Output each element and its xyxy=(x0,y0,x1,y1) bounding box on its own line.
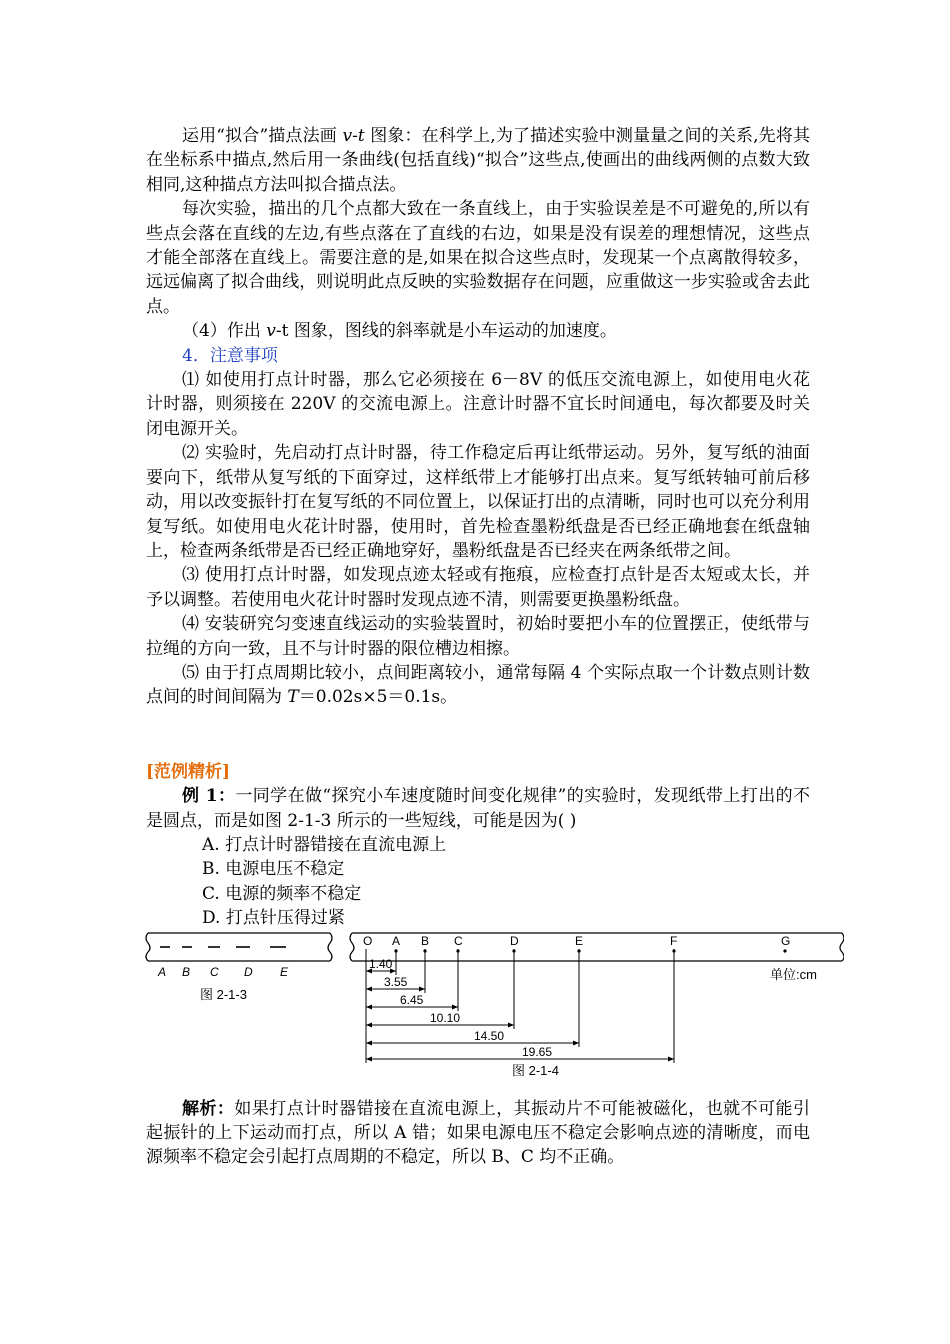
point-label-f: F xyxy=(670,933,678,948)
analysis-paragraph: 解析：如果打点计时器错接在直流电源上，其振动片不可能被磁化，也就不可能引起振针的上下运动而打点，所以 A 错；如果电源电压不稳定会影响点迹的清晰度，而电源频率不稳定会引起打点周期的不稳定，所以 B、C 均不正确。 xyxy=(146,1098,811,1168)
option-a: A. 打点计时器错接在直流电源上 xyxy=(202,834,447,855)
section-heading-notes: 4．注意事项 xyxy=(182,345,278,366)
unit-label: 单位:cm xyxy=(770,966,817,982)
distance-od: 10.10 xyxy=(430,1010,461,1025)
point-label-e: E xyxy=(575,933,584,948)
point-label-d: D xyxy=(510,933,519,948)
paragraph-error-explanation: 每次实验，描出的几个点都大致在一条直线上，由于实验误差是不可避免的,所以有些点会落在直线的左边,有些点落在了直线的右边，如果是没有误差的理想情况，这些点才能全部落在直线上。需要注意的是,如果在拟合这些点时，发现某一个点离散得较多，远远偏离了拟合曲线，则说明此点反映的实验数据存在问题，应重做这一步实验或舍去此点。 xyxy=(146,199,810,317)
tape-label-e: E xyxy=(280,964,289,979)
option-c: C. 电源的频率不稳定 xyxy=(202,883,362,904)
note-4: ⑷ 安装研究匀变速直线运动的实验装置时，初始时要把小车的位置摆正，使纸带与拉绳的方向一致，且不与计时器的限位槽边相擦。 xyxy=(146,614,810,659)
tape-label-a: A xyxy=(158,964,167,979)
point-label-c: C xyxy=(454,933,463,948)
example-heading: [范例精析] xyxy=(146,761,231,782)
option-d: D. 打点针压得过紧 xyxy=(202,908,345,929)
spacer xyxy=(146,710,810,760)
distance-ob: 3.55 xyxy=(384,974,408,989)
note-2: ⑵ 实验时，先启动打点计时器，待工作稳定后再让纸带运动。另外，复写纸的油面要向下，纸带从复写纸的下面穿过，这样纸带上才能够打出点来。复写纸转轴可前后移动，用以改变振针打在复写纸的不同位置上，以保证打出的点清晰，同时也可以充分利用复写纸。如使用电火花计时器，使用时，首先检查墨粉纸盘是否已经正确地套在纸盘轴上，检查两条纸带是否已经正确地穿好，墨粉纸盘是否已经夹在两条纸带之间。 xyxy=(146,443,810,561)
point-label-g: G xyxy=(781,933,791,948)
tape-2-1-4 xyxy=(350,933,844,1078)
figure-caption-2-1-3: 图 2-1-3 xyxy=(200,986,247,1002)
paragraph-step-4: （4）作出 v-t 图象，图线的斜率就是小车运动的加速度。 xyxy=(182,321,617,342)
figure-caption-2-1-4: 图 2-1-4 xyxy=(512,1062,559,1078)
figures-svg xyxy=(140,931,844,1079)
note-1: ⑴ 如使用打点计时器，那么它必须接在 6－8V 的低压交流电源上，如使用电火花计时器，则须接在 220V 的交流电源上。注意计时器不宜长时间通电，每次都要及时关闭电源开关。 xyxy=(146,370,810,439)
note-5: ⑸ 由于打点周期比较小，点间距离较小，通常每隔 4 个实际点取一个计数点则计数点间的时间间隔为 T＝0.02s×5＝0.1s。 xyxy=(146,662,810,708)
point-g-dot xyxy=(783,949,786,952)
tape-label-c: C xyxy=(210,964,219,979)
point-label-o: O xyxy=(363,933,373,948)
figures xyxy=(146,931,817,1079)
distance-oc: 6.45 xyxy=(400,992,424,1007)
option-b: B. 电源电压不稳定 xyxy=(202,859,345,880)
tape-label-b: B xyxy=(182,964,191,979)
note-3: ⑶ 使用打点计时器，如发现点迹太轻或有拖痕，应检查打点针是否太短或太长，并予以调整。若使用电火花计时器时发现点迹不清，则需要更换墨粉纸盘。 xyxy=(146,565,810,610)
tape-2-1-3 xyxy=(146,933,332,1002)
distance-of: 19.65 xyxy=(522,1044,553,1059)
distance-oa: 1.40 xyxy=(369,956,393,971)
tape-label-d: D xyxy=(244,964,253,979)
point-label-b: B xyxy=(421,933,430,948)
paragraph-fitting-method: 运用“拟合”描点法画 v-t 图象：在科学上,为了描述实验中测量量之间的关系,先将其在坐标系中描点,然后用一条曲线(包括直线)“拟合”这些点,使画出的曲线两侧的点数大致相同,这种描点方法叫拟合描点法。 xyxy=(146,126,810,195)
point-label-a: A xyxy=(392,933,401,948)
example-1-stem: 例 1：一同学在做“探究小车速度随时间变化规律”的实验时，发现纸带上打出的不是圆点，而是如图 2-1-3 所示的一些短线，可能是因为( ) xyxy=(146,786,810,831)
distance-oe: 14.50 xyxy=(474,1028,505,1043)
document-page xyxy=(146,124,817,1170)
